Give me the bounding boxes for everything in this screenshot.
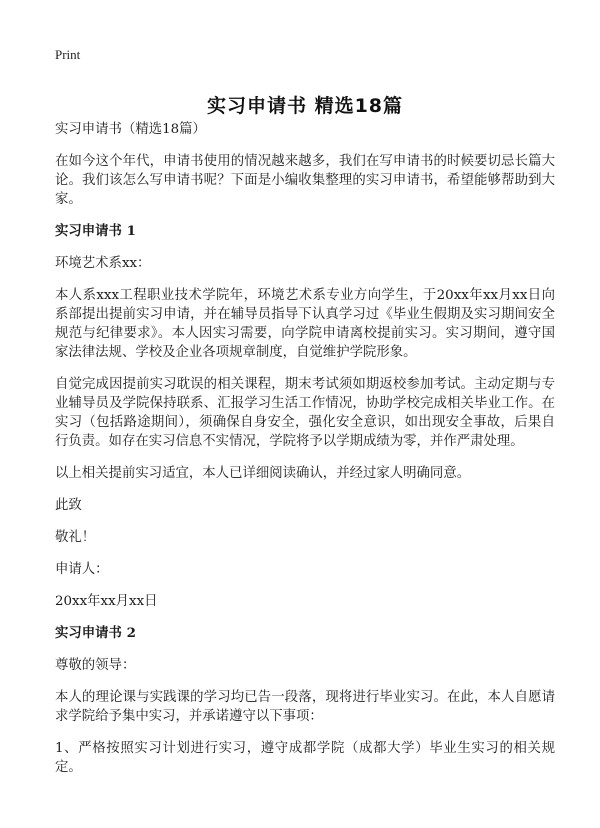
document-body — [55, 120, 555, 790]
applicant-label: 申请人： — [55, 562, 109, 577]
section2-paragraph: 本人的理论课与实践课的学习均已告一段落，现将进行毕业实习。在此，本人自愿请求学院给予集中实习，并承诺遵守以下事项： — [55, 690, 555, 724]
section2-paragraph: 1、严格按照实习计划进行实习，遵守成都学院（成都大学）毕业生实习的相关规定。 — [55, 741, 555, 775]
print-link[interactable]: Print — [55, 47, 81, 62]
section-heading-2: 实习申请书 2 — [55, 625, 136, 641]
salutation-1: 环境艺术系xx： — [55, 256, 151, 271]
doc-subtitle: 实习申请书（精选18篇） — [55, 122, 206, 137]
salutation-2: 尊敬的领导： — [55, 658, 136, 673]
section1-paragraph: 本人系xxx工程职业技术学院年，环境艺术系专业方向学生，于20xx年xx月xx日向系部提出提前实习申请，并在辅导员指导下认真学习过《毕业生假期及实习期间安全规范与纪律要求》。本人因实习需要，向学院申请离校提前实习。实习期间，遵守国家法律法规、学校及企业各项规章制度，自觉维护学院形象。 — [55, 288, 555, 360]
section-heading-1: 实习申请书 1 — [55, 223, 136, 239]
section1-paragraph: 以上相关提前实习适宜，本人已详细阅读确认，并经过家人明确同意。 — [55, 466, 471, 481]
page-title: 实习申请书 精选18篇 — [206, 94, 404, 117]
intro-paragraph: 在如今这个年代，申请书使用的情况越来越多，我们在写申请书的时候要切忌长篇大论。我们该怎么写申请书呢？下面是小编收集整理的实习申请书，希望能够帮助到大家。 — [55, 154, 555, 207]
section1-paragraph: 自觉完成因提前实习耽误的相关课程，期末考试须如期返校参加考试。主动定期与专业辅导员及学院保持联系、汇报学习生活工作情况，协助学校完成相关毕业工作。在实习（包括路途期间），须确保自身安全，强化安全意识，如出现安全事故，后果自行负责。如存在实习信息不实情况，学院将予以学期成绩为零，并作严肃处理。 — [55, 377, 555, 449]
closing-salute: 敬礼！ — [55, 530, 96, 545]
date-line: 20xx年xx月xx日 — [55, 594, 158, 609]
closing-line: 此致 — [55, 498, 82, 513]
